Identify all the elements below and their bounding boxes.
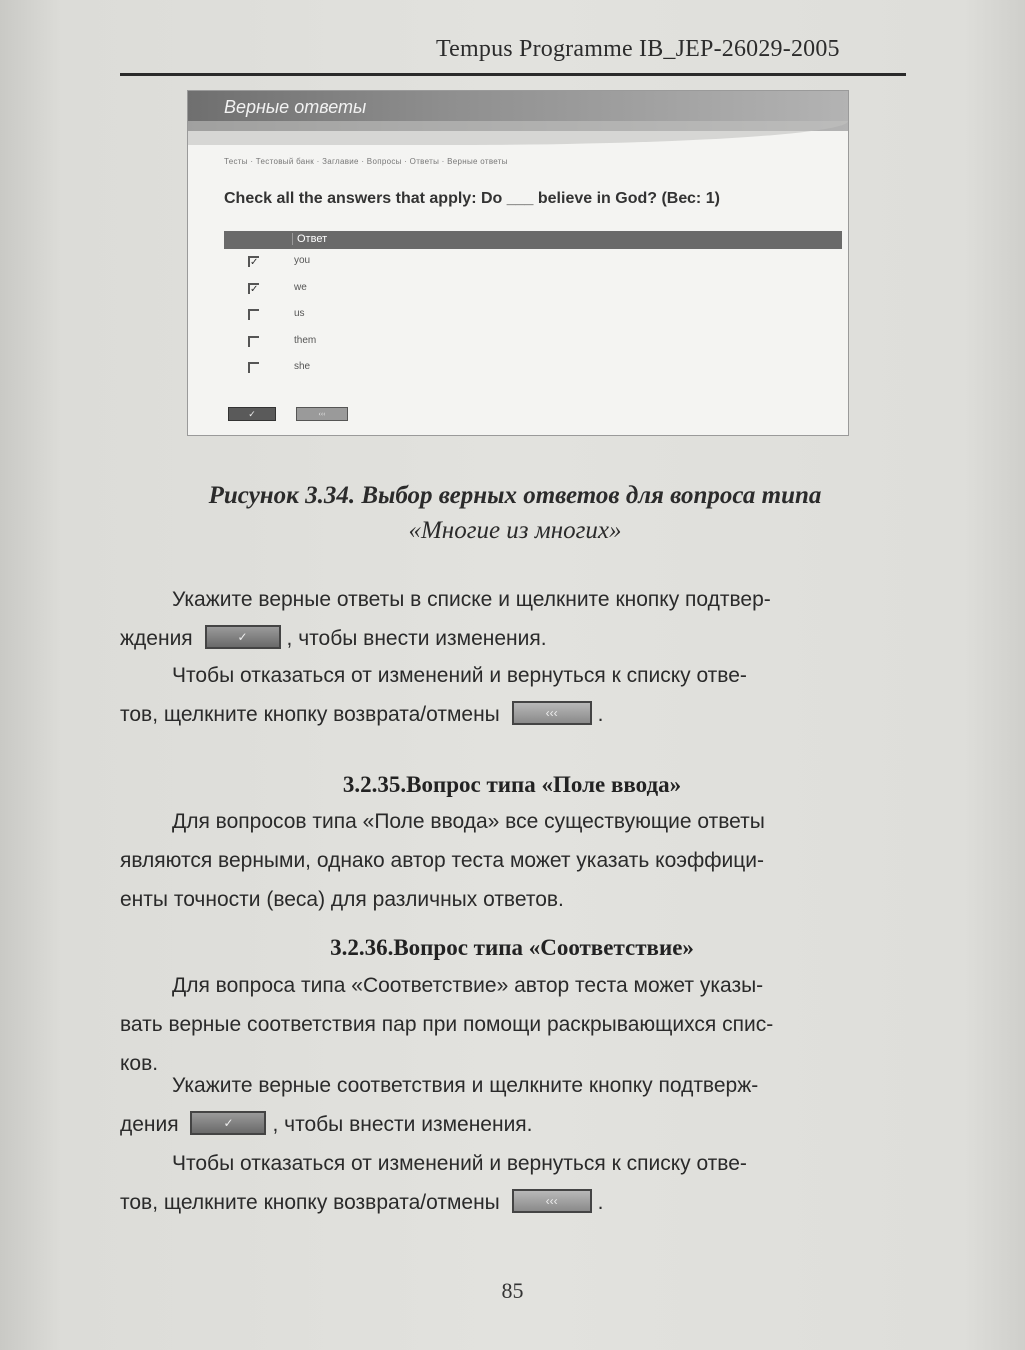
- paragraph-line: вать верные соответствия пар при помощи раскрывающихся спис-: [120, 1013, 774, 1036]
- figure-question: Check all the answers that apply: Do ___ believe in God? (Вес: 1): [224, 190, 720, 207]
- paragraph-confirm-matching: [120, 1066, 904, 1144]
- paragraph-line: .: [597, 703, 604, 726]
- back-arrows-icon: ‹‹‹: [545, 706, 558, 721]
- paragraph-line: , чтобы внести изменения.: [286, 627, 547, 650]
- answer-row: [224, 329, 842, 356]
- paragraph-line: енты точности (веса) для различных ответов.: [120, 888, 564, 911]
- paragraph-line: , чтобы внести изменения.: [272, 1113, 533, 1136]
- inline-back-button: [512, 701, 592, 725]
- figure-back-button[interactable]: ‹‹‹: [296, 407, 348, 421]
- answer-column-header: Ответ: [292, 233, 327, 245]
- answer-row: [224, 276, 842, 303]
- caption-line2: «Многие из многих»: [408, 517, 622, 544]
- paragraph-line: Чтобы отказаться от изменений и вернуться к списку отве-: [172, 1152, 747, 1175]
- paragraph-line: ждения: [120, 627, 193, 650]
- paragraph-line: тов, щелкните кнопку возврата/отмены: [120, 1191, 500, 1214]
- paragraph-cancel-matching: [120, 1144, 904, 1222]
- paragraph-input-field: [120, 802, 904, 919]
- answer-text: you: [294, 255, 311, 266]
- paragraph-line: Укажите верные соответствия и щелкните кнопку подтверж-: [172, 1074, 759, 1097]
- answer-checkbox[interactable]: [248, 362, 259, 373]
- figure-screenshot: [187, 90, 849, 436]
- paragraph-line: Укажите верные ответы в списке и щелкните кнопку подтвер-: [172, 588, 771, 611]
- paragraph-line: .: [597, 1191, 604, 1214]
- answers-table: [224, 231, 842, 382]
- section-heading-input-field: 3.2.35.Вопрос типа «Поле ввода»: [342, 772, 682, 797]
- figure-caption: [130, 478, 900, 548]
- paragraph-line: тов, щелкните кнопку возврата/отмены: [120, 703, 500, 726]
- paragraph-line: являются верными, однако автор теста может указать коэффици-: [120, 849, 764, 872]
- running-header: Tempus Programme IB_JEP-26029-2005: [436, 36, 840, 62]
- answer-checkbox[interactable]: ✓: [250, 257, 259, 268]
- page-number: 85: [501, 1278, 524, 1303]
- answers-table-header: [224, 231, 842, 249]
- paragraph-line: дения: [120, 1113, 179, 1136]
- section-heading-matching: 3.2.36.Вопрос типа «Соответствие»: [330, 935, 694, 960]
- answer-row: [224, 355, 842, 382]
- paragraph-line: Для вопроса типа «Соответствие» автор теста может указы-: [172, 974, 764, 997]
- caption-line1: Выбор верных ответов для вопроса типа: [361, 482, 822, 509]
- answer-checkbox[interactable]: ✓: [250, 283, 259, 295]
- inline-confirm-button: [190, 1111, 266, 1135]
- answer-row: [224, 249, 842, 276]
- check-icon: ✓: [223, 1116, 234, 1131]
- figure-confirm-button[interactable]: ✓: [228, 407, 276, 421]
- paragraph-confirm-answers: [120, 580, 904, 658]
- answer-text: them: [294, 334, 317, 346]
- caption-label: Рисунок 3.34.: [208, 482, 356, 509]
- figure-banner-swoosh: [188, 121, 848, 145]
- header-rule: [120, 73, 906, 76]
- answer-text: us: [294, 308, 305, 319]
- paragraph-line: Для вопросов типа «Поле ввода» все существующие ответы: [172, 810, 765, 833]
- answer-text: we: [294, 281, 307, 293]
- figure-banner-title: Верные ответы: [224, 97, 367, 117]
- answer-row: [224, 302, 842, 329]
- paragraph-cancel: [120, 656, 904, 734]
- paragraph-line: ков.: [120, 1052, 159, 1075]
- check-icon: ✓: [237, 630, 248, 645]
- answer-checkbox[interactable]: [248, 336, 259, 347]
- answer-text: she: [294, 361, 311, 372]
- answer-checkbox[interactable]: [248, 309, 259, 320]
- back-arrows-icon: ‹‹‹: [545, 1194, 558, 1209]
- inline-back-button: [512, 1189, 592, 1213]
- inline-confirm-button: [205, 625, 281, 649]
- figure-breadcrumb: Тесты · Тестовый банк · Заглавие · Вопросы · Ответы · Верные ответы: [224, 157, 508, 166]
- paragraph-line: Чтобы отказаться от изменений и вернуться к списку отве-: [172, 664, 747, 687]
